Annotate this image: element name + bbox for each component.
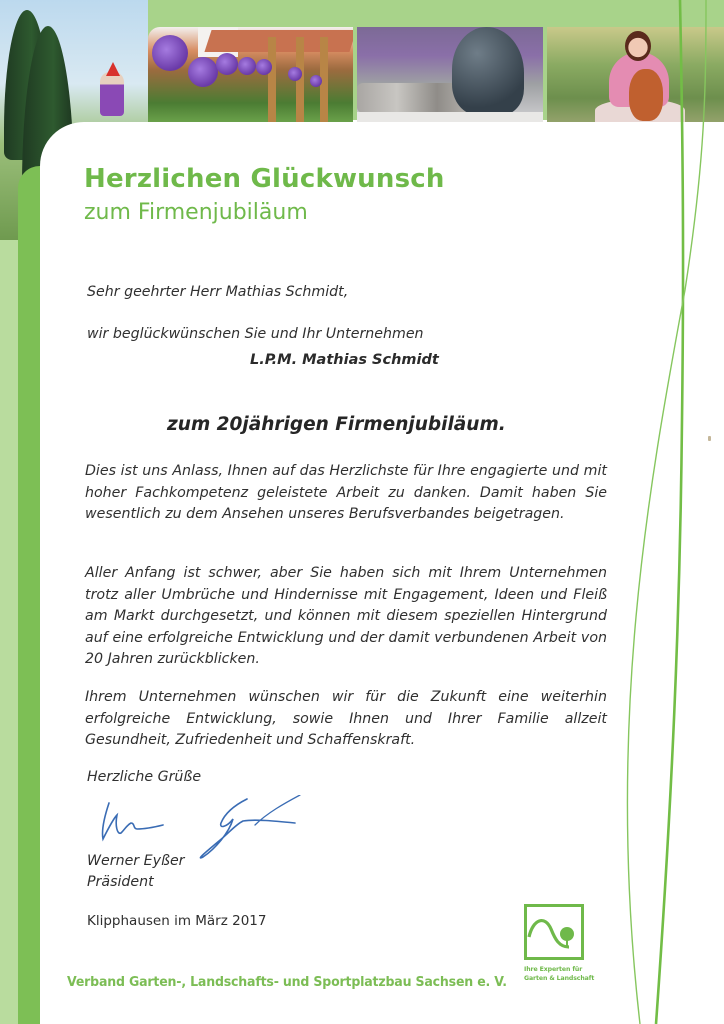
rock-fountain-photo (357, 27, 543, 122)
paragraph-wishes: Ihrem Unternehmen wünschen wir für die Zukunft eine weiterhin erfolgreiche Entwicklung, sowie Ihnen und Ihrer Familie allzeit Gesundheit, Zufriedenheit und Schaffenskraft. (85, 689, 607, 748)
allium-flower-icon (256, 59, 272, 75)
signatory-name: Werner Eyßer (87, 853, 185, 869)
signatory-title: Präsident (87, 874, 154, 890)
left-strip-light (0, 240, 18, 1024)
paragraph-achievement: Aller Anfang ist schwer, aber Sie haben sich mit Ihrem Unternehmen trotz aller Umbrüche und Hindernisse mit Engagement, Ideen und Fleiß am Markt durchgesetzt, und können mit diesem speziellen Hintergrund auf eine erfolgreiche Entwicklung und der damit verbundenen Arbeit von 20 Jahren zurückblicken. (85, 565, 607, 667)
gnome-hat-icon (106, 62, 120, 76)
allium-flower-icon (216, 53, 238, 75)
cello-icon (629, 69, 663, 121)
allium-flower-icon (238, 57, 256, 75)
gnome-figure-icon (100, 72, 124, 116)
cellist-garden-photo (547, 27, 724, 122)
logo-tagline-2: Garten & Landschaft (524, 975, 595, 982)
cellist-head-icon (625, 31, 651, 61)
allium-pergola-photo (148, 27, 353, 122)
headline: Herzlichen Glückwunsch (84, 164, 445, 194)
allium-flower-icon (310, 75, 322, 87)
scan-speck (708, 436, 711, 441)
place-date: Klipphausen im März 2017 (87, 913, 267, 929)
gravel-icon (357, 112, 543, 122)
logo-frame (524, 904, 584, 960)
subheadline: zum Firmenjubiläum (84, 200, 308, 225)
left-strip-dark (18, 166, 40, 1024)
allium-flower-icon (288, 67, 302, 81)
association-logo (524, 904, 595, 986)
logo-tagline-1: Ihre Experten für (524, 966, 583, 973)
paragraph-thanks: Dies ist uns Anlass, Ihnen auf das Herzlichste für Ihre engagierte und mit hoher Fachkompetenz geleistete Arbeit zu danken. Damit haben Sie wesentlich zu dem Ansehen unseres Berufsverbandes beigetragen. (85, 463, 607, 522)
allium-flower-icon (188, 57, 218, 87)
boulder-icon (452, 27, 524, 115)
roof-icon (204, 30, 353, 52)
company-name: L.P.M. Mathias Schmidt (250, 352, 439, 368)
intro-line: wir beglückwünschen Sie und Ihr Unternehmen (87, 326, 424, 342)
salutation: Sehr geehrter Herr Mathias Schmidt, (87, 284, 349, 300)
allium-flower-icon (152, 35, 188, 71)
landscape-tree-logo-icon (527, 907, 581, 957)
footer-organization: Verband Garten-, Landschafts- und Sportplatzbau Sachsen e. V. (67, 974, 507, 990)
closing: Herzliche Grüße (87, 769, 202, 785)
pergola-post-icon (268, 37, 276, 122)
occasion-heading: zum 20jährigen Firmenjubiläum. (167, 414, 506, 435)
